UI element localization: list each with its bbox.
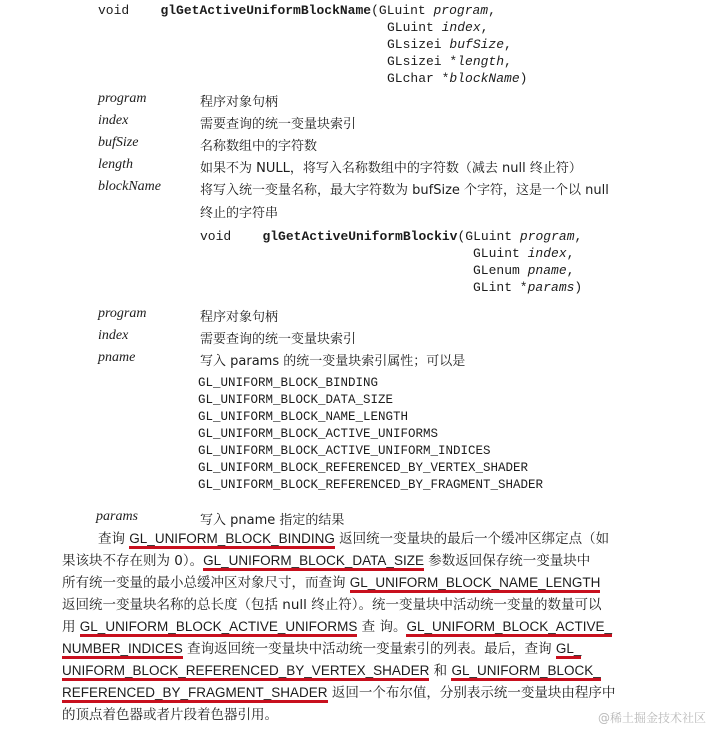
enum-item: GL_UNIFORM_BLOCK_ACTIVE_UNIFORM_INDICES — [198, 444, 491, 458]
description-paragraph — [62, 528, 672, 726]
prototype-2-line-4: GLint *params) — [473, 280, 583, 295]
highlighted-enum: GL_UNIFORM_BLOCK_ACTIVE_UNIFORMS — [80, 619, 358, 637]
enum-item: GL_UNIFORM_BLOCK_BINDING — [198, 376, 379, 390]
param-name: length — [98, 157, 133, 172]
param-name: blockName — [98, 179, 161, 194]
paragraph-line: 查询 GL_UNIFORM_BLOCK_BINDING 返回统一变量块的最后一个缓冲区绑定点（如 — [98, 531, 610, 547]
return-type: void — [200, 229, 232, 244]
paragraph-line: NUMBER_INDICES 查询返回统一变量块中活动统一变量索引的列表。最后，查询 GL_ — [62, 641, 582, 657]
param-name: index — [98, 113, 129, 128]
param-desc-continued: 终止的字符串 — [200, 206, 279, 221]
param-desc: 写入 pname 指定的结果 — [200, 513, 345, 528]
enum-item: GL_UNIFORM_BLOCK_REFERENCED_BY_VERTEX_SHADER — [198, 461, 529, 475]
highlighted-enum: GL_UNIFORM_BLOCK_ACTIVE_ — [406, 619, 612, 637]
enum-item: GL_UNIFORM_BLOCK_NAME_LENGTH — [198, 410, 409, 424]
highlighted-enum: NUMBER_INDICES — [62, 641, 183, 659]
enum-item: GL_UNIFORM_BLOCK_REFERENCED_BY_FRAGMENT_SHADER — [198, 478, 544, 492]
prototype-2 — [200, 228, 582, 296]
function-name: glGetActiveUniformBlockName — [160, 3, 372, 18]
paragraph-line: REFERENCED_BY_FRAGMENT_SHADER 返回一个布尔值，分别表示统一变量块由程序中 — [62, 685, 616, 701]
prototype-1-line-2: GLuint index, — [387, 20, 489, 35]
paragraph-line: UNIFORM_BLOCK_REFERENCED_BY_VERTEX_SHADER 和 GL_UNIFORM_BLOCK_ — [62, 663, 601, 679]
function-name: glGetActiveUniformBlockiv — [262, 229, 458, 244]
param-desc: 需要查询的统一变量块索引 — [200, 117, 357, 132]
paragraph-line: 返回统一变量块名称的总长度（包括 null 终止符）。统一变量块中活动统一变量的数量可以 — [62, 597, 602, 613]
param-desc: 需要查询的统一变量块索引 — [200, 332, 357, 347]
param-desc: 名称数组中的字符数 — [200, 139, 318, 154]
at-icon: @ — [597, 711, 610, 725]
param-name: params — [96, 509, 139, 524]
prototype-2-line-3: GLenum pname, — [473, 263, 575, 278]
paragraph-line: 的顶点着色器或者片段着色器引用。 — [62, 707, 278, 723]
highlighted-enum: UNIFORM_BLOCK_REFERENCED_BY_VERTEX_SHADER — [62, 663, 429, 681]
prototype-1-line-5: GLchar *blockName) — [387, 71, 528, 86]
prototype-1-line-4: GLsizei *length, — [387, 54, 512, 69]
param-desc: 写入 params 的统一变量块索引属性；可以是 — [200, 354, 466, 369]
enum-item: GL_UNIFORM_BLOCK_DATA_SIZE — [198, 393, 394, 407]
param-name: program — [98, 91, 147, 106]
param-name: program — [98, 306, 147, 321]
prototype-2-line-2: GLuint index, — [473, 246, 575, 261]
return-type: void — [98, 3, 130, 18]
prototype-1-line-1: void glGetActiveUniformBlockName(GLuint program, — [98, 3, 496, 18]
prototype-1 — [98, 2, 527, 87]
highlighted-enum: GL_UNIFORM_BLOCK_BINDING — [129, 531, 335, 549]
paragraph-line: 果该块不存在则为 0）。GL_UNIFORM_BLOCK_DATA_SIZE 参数返回保存统一变量块中 — [62, 553, 591, 569]
prototype-2-line-1: void glGetActiveUniformBlockiv(GLuint program, — [200, 229, 583, 244]
paragraph-line: 所有统一变量的最小总缓冲区对象尺寸，而查询 GL_UNIFORM_BLOCK_NAME_LENGTH — [62, 575, 601, 591]
prototype-1-line-3: GLsizei bufSize, — [387, 37, 512, 52]
enum-item: GL_UNIFORM_BLOCK_ACTIVE_UNIFORMS — [198, 427, 439, 441]
highlighted-enum: GL_UNIFORM_BLOCK_NAME_LENGTH — [350, 575, 601, 593]
param-desc: 程序对象句柄 — [200, 310, 279, 325]
highlighted-enum: REFERENCED_BY_FRAGMENT_SHADER — [62, 685, 328, 703]
param-desc: 如果不为 NULL，将写入名称数组中的字符数（减去 null 终止符） — [200, 161, 582, 176]
watermark — [598, 709, 706, 726]
highlighted-enum: GL_ — [556, 641, 582, 659]
paragraph-line: 用 GL_UNIFORM_BLOCK_ACTIVE_UNIFORMS 查 询。GL_UNIFORM_BLOCK_ACTIVE_ — [62, 619, 613, 635]
param-desc: 将写入统一变量名称，最大字符数为 bufSize 个字符，这是一个以 null — [200, 183, 609, 198]
watermark-text: 稀土掘金技术社区 — [609, 711, 706, 725]
param-name: index — [98, 328, 129, 343]
param-desc: 程序对象句柄 — [200, 95, 279, 110]
highlighted-enum: GL_UNIFORM_BLOCK_DATA_SIZE — [203, 553, 424, 571]
highlighted-enum: GL_UNIFORM_BLOCK_ — [451, 663, 600, 681]
param-name: pname — [98, 350, 136, 365]
param-name: bufSize — [98, 135, 139, 150]
